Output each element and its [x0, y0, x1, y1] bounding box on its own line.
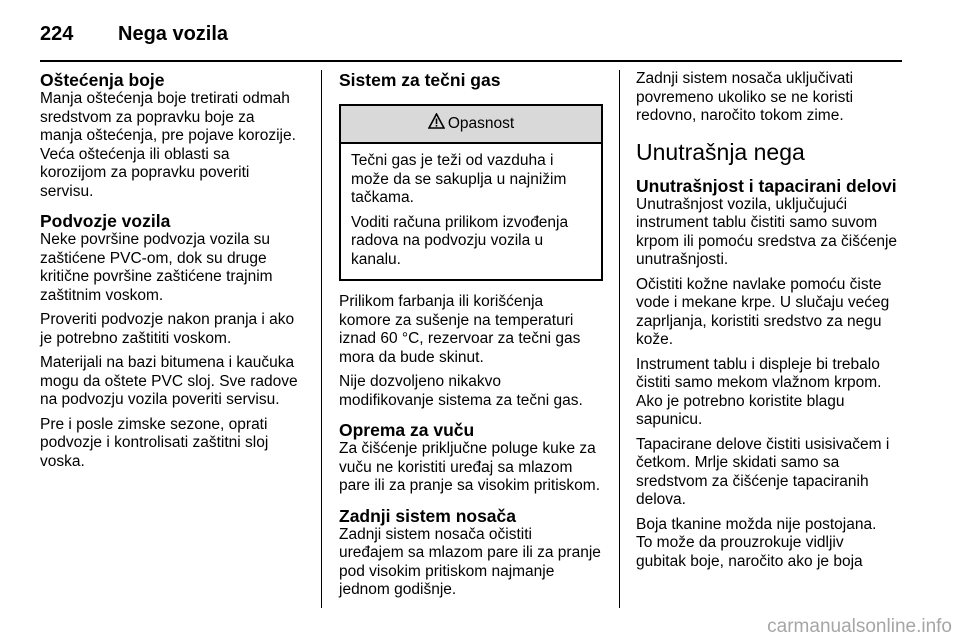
text-line: podvozje i kontrolisati zaštitni sloj	[40, 434, 269, 451]
text-line: Voditi računa prilikom izvođenja	[351, 213, 569, 231]
danger-box	[339, 104, 603, 281]
section-title: Podvozje vozila	[40, 211, 171, 231]
text-line: modifikovanje sistema za tečni gas.	[339, 391, 583, 409]
text-line: uređajem sa mlazom pare ili za pranje	[339, 544, 601, 561]
text-line: zaprljanja, koristiti sredstvo za negu	[636, 312, 882, 330]
section-title: Oštećenja boje	[40, 70, 165, 90]
text-line: na podvozju vozila poveriti servisu.	[40, 391, 280, 408]
section-paint-damage	[40, 70, 308, 201]
text-line: Tapacirane delove čistiti usisivačem i	[636, 435, 890, 453]
paragraph	[40, 311, 308, 348]
text-line: pod visokim pritiskom najmanje	[339, 562, 555, 580]
text-line: Prilikom farbanja ili korišćenja	[339, 293, 544, 310]
text-line: servisu.	[40, 182, 94, 200]
paragraph	[636, 70, 902, 126]
text-line: sapunicu.	[636, 411, 703, 428]
text-line: vuču ne koristiti uređaj sa mlazom	[339, 458, 573, 476]
column-divider	[619, 70, 620, 608]
text-line: mogu da oštete PVC sloj. Sve radove	[40, 372, 298, 390]
danger-header	[341, 106, 601, 144]
section-title: Sistem za tečni gas	[339, 70, 501, 90]
paragraph	[351, 152, 591, 208]
text-line: Očistiti kožne navlake pomoću čiste	[636, 275, 882, 293]
text-line: Proveriti podvozje nakon pranja i ako	[40, 311, 295, 328]
text-line: čistiti samo mekom vlažnom krpom.	[636, 374, 882, 391]
chapter-heading: Unutrašnja nega	[636, 138, 805, 165]
text-line: To može da prouzrokuje vidljiv	[636, 534, 844, 551]
text-line: je potrebno zaštititi voskom.	[40, 329, 232, 347]
section-underbody	[40, 211, 308, 471]
text-line: pare ili za pranje sa visokim pritiskom.	[339, 477, 601, 494]
text-line: manja oštećenja, pre pojave korozije.	[40, 127, 296, 144]
danger-body	[341, 144, 601, 279]
section-title: Unutrašnjost i tapacirani delovi	[636, 175, 897, 196]
text-line: zaštitnim voskom.	[40, 286, 164, 304]
text-line: može da se sakuplja u najnižim	[351, 170, 567, 188]
page-number: 224	[40, 22, 74, 45]
text-line: vode i mekane krpe. U slučaju većeg	[636, 294, 890, 311]
column-2	[339, 70, 603, 610]
paragraph	[636, 516, 902, 572]
column-divider	[321, 70, 322, 608]
danger-label: Opasnost	[447, 114, 515, 132]
section-title: Oprema za vuču	[339, 420, 475, 440]
page-header	[40, 14, 900, 54]
paragraph	[40, 354, 308, 410]
text-line: Pre i posle zimske sezone, oprati	[40, 415, 268, 433]
text-line: zaštićene PVC-om, dok su druge	[40, 249, 267, 267]
paragraph	[636, 356, 902, 430]
paragraph	[40, 90, 308, 201]
text-line: iznad 60 °C, rezervoar za tečni gas	[339, 330, 581, 347]
chapter-title: Nega vozila	[118, 22, 229, 45]
paragraph	[636, 436, 902, 510]
paragraph	[339, 373, 603, 410]
text-line: sredstvom za popravku boje za	[40, 108, 255, 126]
text-line: Tečni gas je teži od vazduha i	[351, 152, 554, 169]
text-line: četkom. Mrlje skidati samo sa	[636, 454, 840, 471]
text-line: povremeno ukoliko se ne koristi	[636, 88, 854, 106]
text-line: unutrašnjosti.	[636, 251, 729, 268]
text-line: kože.	[636, 331, 674, 348]
paragraph	[351, 214, 591, 270]
text-line: sredstvom za čišćenje tapaciranih	[636, 472, 869, 490]
text-line: Neke površine podvozja vozila su	[40, 231, 271, 248]
text-line: redovno, naročito tokom zime.	[636, 107, 844, 124]
paragraph	[339, 293, 603, 367]
column-3	[636, 70, 902, 577]
text-line: mora da bude skinut.	[339, 348, 484, 366]
text-line: Zadnji sistem nosača očistiti	[339, 525, 532, 543]
watermark: carmanualsonline.info	[767, 616, 952, 637]
text-line: Zadnji sistem nosača uključivati	[636, 70, 854, 87]
paragraph	[339, 440, 603, 496]
text-line: krpom ili pomoću sredstva za čišćenje	[636, 232, 898, 250]
paragraph	[40, 231, 308, 305]
text-line: delova.	[636, 491, 686, 508]
text-line: Unutrašnjost vozila, uključujući	[636, 195, 848, 213]
text-line: instrument tablu čistiti samo suvom	[636, 214, 878, 231]
text-line: korozijom za popravku poveriti	[40, 164, 250, 181]
text-line: Nije dozvoljeno nikakvo	[339, 373, 501, 390]
column-1	[40, 70, 308, 481]
text-line: kanalu.	[351, 250, 401, 268]
paragraph	[636, 196, 902, 270]
text-line: voska.	[40, 452, 85, 470]
section-title: Zadnji sistem nosača	[339, 505, 517, 526]
text-line: tačkama.	[351, 189, 414, 206]
text-line: Materijali na bazi bitumena i kaučuka	[40, 354, 295, 371]
text-line: jednom godišnje.	[339, 581, 457, 598]
paragraph	[339, 526, 603, 600]
text-line: kritične površine zaštićene trajnim	[40, 268, 273, 285]
text-line: Boja tkanine možda nije postojana.	[636, 515, 877, 533]
paragraph	[636, 276, 902, 350]
text-line: Instrument tablu i displeje bi trebalo	[636, 355, 880, 373]
text-line: Za čišćenje priključne poluge kuke za	[339, 440, 596, 457]
text-line: Veća oštećenja ili oblasti sa	[40, 145, 230, 163]
warning-triangle-icon	[428, 113, 445, 135]
paragraph	[40, 416, 308, 472]
section-rear-carrier	[339, 506, 603, 600]
header-rule	[40, 60, 902, 62]
section-towing	[339, 420, 603, 496]
text-line: komore za sušenje na temperaturi	[339, 311, 574, 329]
text-line: Ako je potrebno koristite blagu	[636, 392, 845, 410]
text-line: gubitak boje, naročito ako je boja	[636, 552, 863, 570]
text-line: Manja oštećenja boje tretirati odmah	[40, 90, 290, 107]
text-line: radova na podvozju vozila u	[351, 232, 544, 249]
